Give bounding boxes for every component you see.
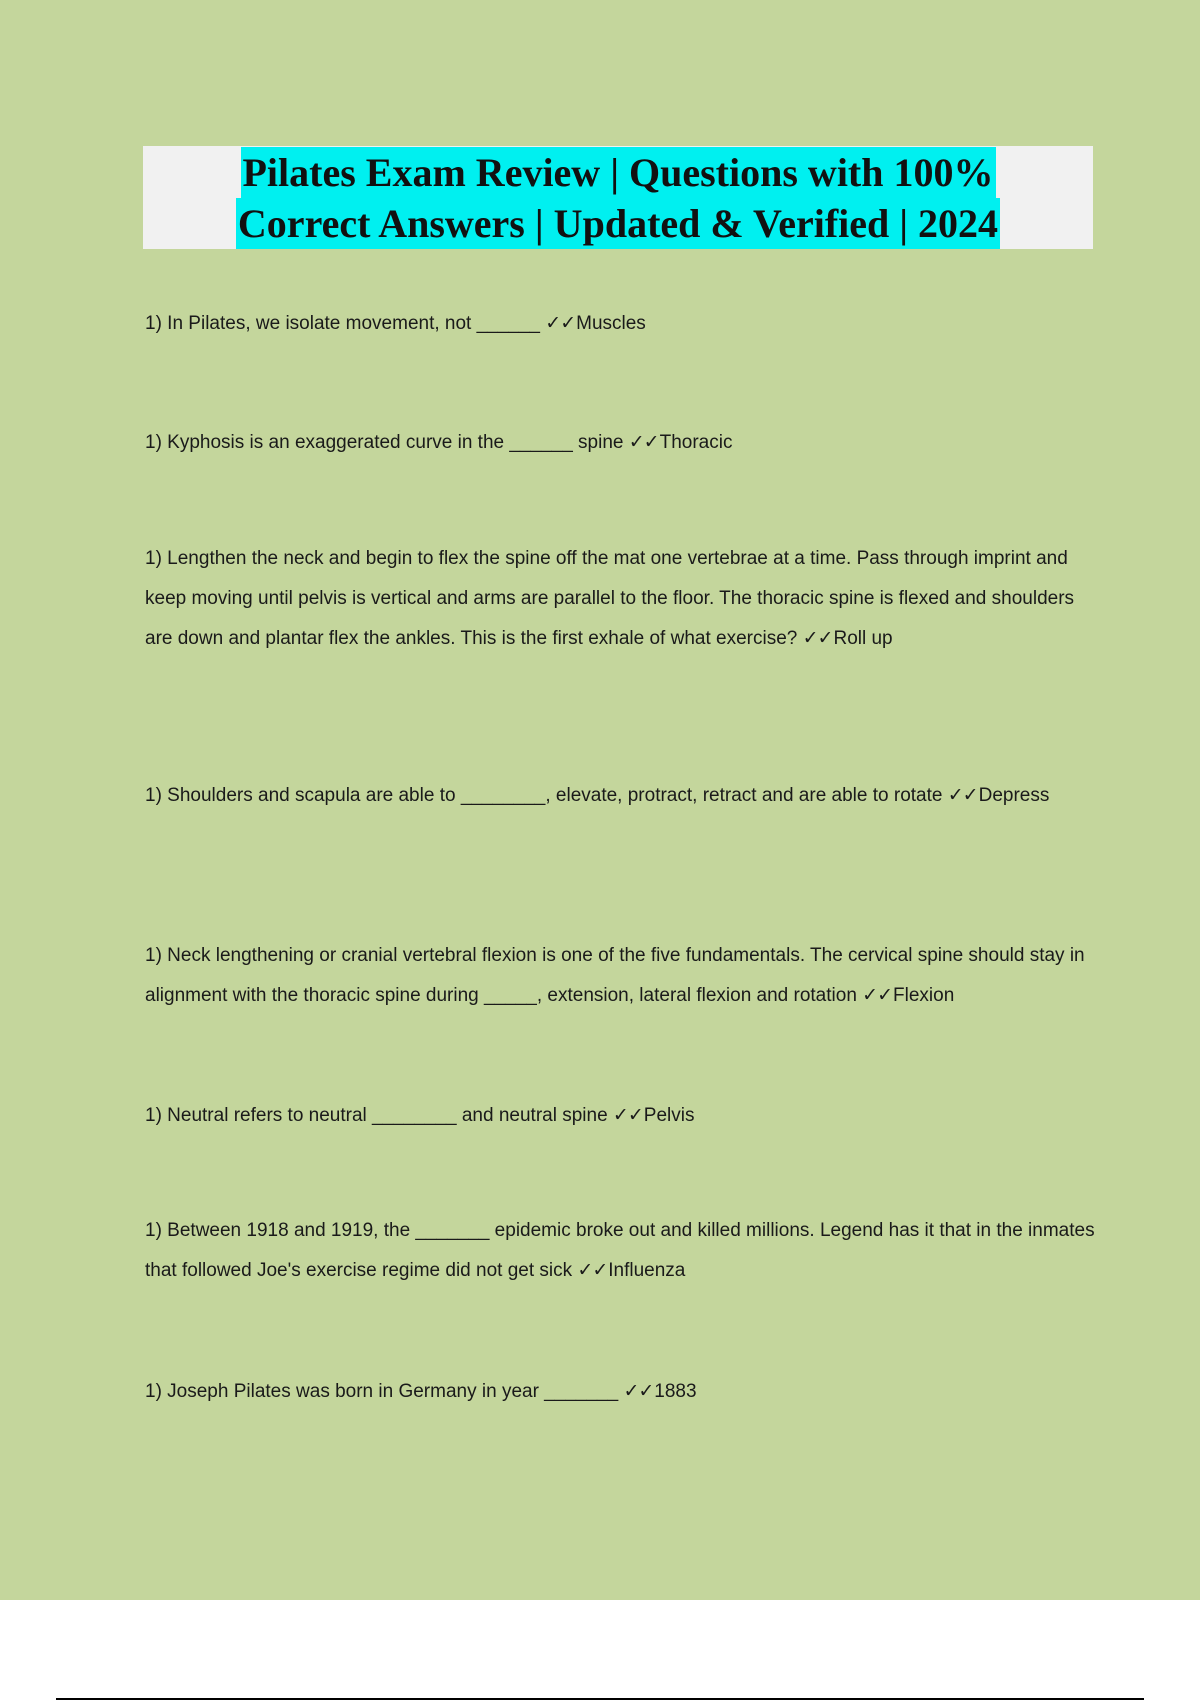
title-box — [143, 146, 1093, 249]
double-check-icon: ✓✓ — [612, 1105, 643, 1126]
title-line-1: Pilates Exam Review | Questions with 100% — [241, 147, 996, 198]
answer-text: Influenza — [608, 1260, 686, 1281]
question-item — [145, 423, 1095, 463]
double-check-icon: ✓✓ — [577, 1260, 608, 1281]
question-item — [145, 776, 1095, 816]
question-item — [145, 1372, 1095, 1412]
question-text: 1) Shoulders and scapula are able to ________, elevate, protract, retract and are able to rotate — [145, 785, 948, 806]
answer-text: Roll up — [833, 628, 893, 649]
double-check-icon: ✓✓ — [545, 313, 576, 334]
double-check-icon: ✓✓ — [802, 628, 833, 649]
double-check-icon: ✓✓ — [862, 985, 893, 1006]
question-item — [145, 304, 1095, 344]
question-item — [145, 539, 1095, 659]
question-text: 1) Kyphosis is an exaggerated curve in the ______ spine — [145, 432, 629, 453]
double-check-icon: ✓✓ — [947, 785, 978, 806]
answer-text: Muscles — [576, 313, 646, 334]
answer-text: Pelvis — [643, 1105, 695, 1126]
question-text: 1) Neutral refers to neutral ________ and neutral spine — [145, 1105, 613, 1126]
title-line-2: Correct Answers | Updated & Verified | 2024 — [236, 198, 1000, 249]
answer-text: Flexion — [893, 985, 955, 1006]
question-text: 1) Joseph Pilates was born in Germany in year _______ — [145, 1381, 624, 1402]
question-text: 1) Neck lengthening or cranial vertebral flexion is one of the five fundamentals. The cervical spine should stay in alignment with the thoracic spine during _____, extension, lateral flexion and rotation — [145, 945, 1085, 1006]
question-item — [145, 1096, 1095, 1136]
answer-text: Depress — [978, 785, 1050, 806]
question-item — [145, 936, 1095, 1016]
answer-text: 1883 — [654, 1381, 697, 1402]
question-item — [145, 1211, 1095, 1291]
question-text: 1) In Pilates, we isolate movement, not ______ — [145, 313, 546, 334]
double-check-icon: ✓✓ — [628, 432, 659, 453]
double-check-icon: ✓✓ — [623, 1381, 654, 1402]
question-text: 1) Between 1918 and 1919, the _______ epidemic broke out and killed millions. Legend has it that in the inmates that followed Joe's exercise regime did not get sick — [145, 1220, 1095, 1281]
answer-text: Thoracic — [659, 432, 733, 453]
question-text: 1) Lengthen the neck and begin to flex the spine off the mat one vertebrae at a time. Pass through imprint and keep moving until pelvis is vertical and arms are parallel to the floor. The thoracic spine is flexed and shoulders are down and plantar flex the ankles. This is the first exhale of what exercise? — [145, 548, 1075, 649]
